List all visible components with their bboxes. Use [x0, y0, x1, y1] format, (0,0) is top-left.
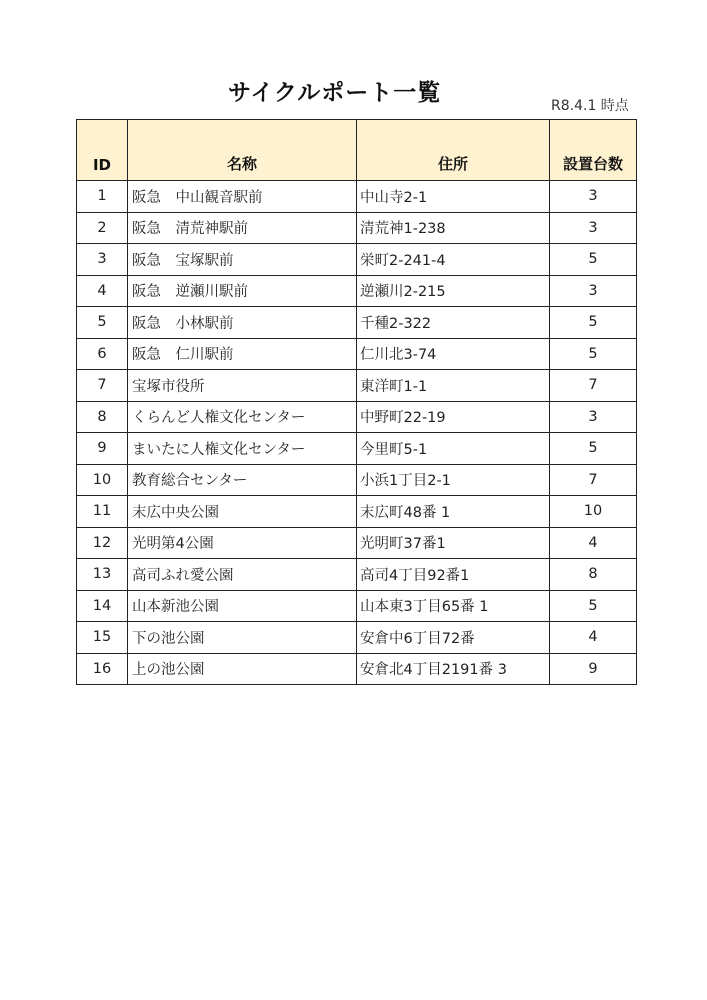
table-header-row — [77, 120, 637, 181]
page-title: サイクルポート一覧 — [228, 80, 442, 106]
cell-id: 11 — [77, 496, 128, 528]
table-row — [77, 181, 637, 213]
cell-address: 山本東3丁目65番 1 — [357, 590, 550, 622]
cell-name: 教育総合センター — [128, 464, 357, 496]
table-row — [77, 496, 637, 528]
cell-address: 高司4丁目92番1 — [357, 559, 550, 591]
cell-address: 今里町5-1 — [357, 433, 550, 465]
cell-address: 千種2-322 — [357, 307, 550, 339]
table-row — [77, 590, 637, 622]
table-row — [77, 275, 637, 307]
table-row — [77, 370, 637, 402]
table-row — [77, 464, 637, 496]
cell-address: 中山寺2-1 — [357, 181, 550, 213]
cell-name: 阪急 小林駅前 — [128, 307, 357, 339]
table-row — [77, 527, 637, 559]
cell-count: 7 — [550, 370, 637, 402]
cell-address: 光明町37番1 — [357, 527, 550, 559]
cell-address: 中野町22-19 — [357, 401, 550, 433]
cell-id: 15 — [77, 622, 128, 654]
table-row — [77, 401, 637, 433]
cell-count: 5 — [550, 590, 637, 622]
cell-id: 13 — [77, 559, 128, 591]
table-body — [77, 181, 637, 685]
cell-id: 6 — [77, 338, 128, 370]
cell-name: 阪急 中山観音駅前 — [128, 181, 357, 213]
cell-count: 9 — [550, 653, 637, 685]
cell-count: 5 — [550, 244, 637, 276]
table-row — [77, 307, 637, 339]
cell-name: 阪急 宝塚駅前 — [128, 244, 357, 276]
cycle-port-table — [76, 119, 637, 685]
cell-name: 阪急 仁川駅前 — [128, 338, 357, 370]
cell-count: 5 — [550, 338, 637, 370]
cell-id: 7 — [77, 370, 128, 402]
cell-id: 12 — [77, 527, 128, 559]
table-row — [77, 212, 637, 244]
header-count: 設置台数 — [550, 120, 637, 181]
cell-count: 8 — [550, 559, 637, 591]
cell-count: 4 — [550, 527, 637, 559]
cell-count: 4 — [550, 622, 637, 654]
cell-address: 仁川北3-74 — [357, 338, 550, 370]
cell-count: 3 — [550, 212, 637, 244]
cell-id: 3 — [77, 244, 128, 276]
cell-count: 5 — [550, 433, 637, 465]
table-row — [77, 559, 637, 591]
cell-address: 末広町48番 1 — [357, 496, 550, 528]
cell-count: 3 — [550, 275, 637, 307]
cell-name: 阪急 逆瀬川駅前 — [128, 275, 357, 307]
cell-address: 東洋町1-1 — [357, 370, 550, 402]
cell-count: 10 — [550, 496, 637, 528]
cell-name: 上の池公園 — [128, 653, 357, 685]
cell-name: 下の池公園 — [128, 622, 357, 654]
cell-id: 14 — [77, 590, 128, 622]
cell-address: 安倉北4丁目2191番 3 — [357, 653, 550, 685]
table-row — [77, 653, 637, 685]
cell-id: 9 — [77, 433, 128, 465]
header-address: 住所 — [357, 120, 550, 181]
cell-name: くらんど人権文化センター — [128, 401, 357, 433]
cell-address: 安倉中6丁目72番 — [357, 622, 550, 654]
table-row — [77, 338, 637, 370]
cell-name: 宝塚市役所 — [128, 370, 357, 402]
header-id: ID — [77, 120, 128, 181]
cell-count: 7 — [550, 464, 637, 496]
header-name: 名称 — [128, 120, 357, 181]
cell-id: 16 — [77, 653, 128, 685]
cell-count: 5 — [550, 307, 637, 339]
cell-address: 栄町2-241-4 — [357, 244, 550, 276]
cell-name: 山本新池公園 — [128, 590, 357, 622]
cell-address: 小浜1丁目2-1 — [357, 464, 550, 496]
cell-id: 2 — [77, 212, 128, 244]
cell-id: 1 — [77, 181, 128, 213]
table-row — [77, 433, 637, 465]
cell-id: 4 — [77, 275, 128, 307]
cell-name: 光明第4公園 — [128, 527, 357, 559]
table-row — [77, 622, 637, 654]
cell-count: 3 — [550, 181, 637, 213]
cell-count: 3 — [550, 401, 637, 433]
cell-name: 高司ふれ愛公園 — [128, 559, 357, 591]
as-of-date: R8.4.1 時点 — [551, 98, 629, 114]
cell-name: 末広中央公園 — [128, 496, 357, 528]
table-row — [77, 244, 637, 276]
cell-name: 阪急 清荒神駅前 — [128, 212, 357, 244]
cell-address: 清荒神1-238 — [357, 212, 550, 244]
cell-id: 10 — [77, 464, 128, 496]
cell-id: 8 — [77, 401, 128, 433]
cell-id: 5 — [77, 307, 128, 339]
cell-address: 逆瀬川2-215 — [357, 275, 550, 307]
cell-name: まいたに人権文化センター — [128, 433, 357, 465]
